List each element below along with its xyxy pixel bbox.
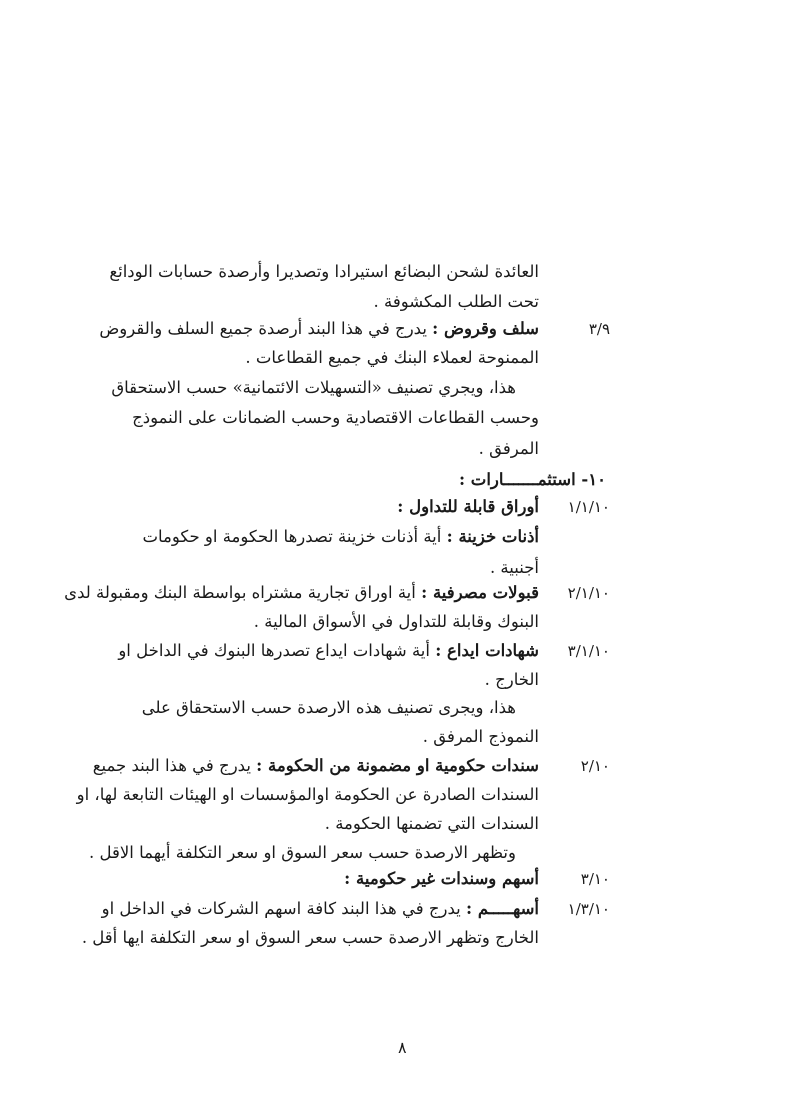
text-line bbox=[142, 693, 516, 723]
line-text: وتظهر الارصدة حسب سعر السوق او سعر التكلفة أيهما الاقل . bbox=[89, 843, 516, 862]
term-heading: شهادات ايداع : bbox=[435, 641, 539, 660]
page-number: ٨ bbox=[398, 1038, 407, 1057]
text-line bbox=[102, 894, 539, 924]
text-line bbox=[118, 636, 539, 666]
section-heading: سندات حكومية او مضمونة من الحكومة : bbox=[256, 756, 539, 775]
line-text: المرفق . bbox=[478, 439, 539, 458]
text-line bbox=[325, 809, 539, 839]
section-number: ١/١/١٠ bbox=[567, 498, 610, 516]
text-line bbox=[254, 607, 539, 637]
section-heading: أوراق قابلة للتداول : bbox=[397, 497, 539, 516]
term-heading: أذنات خزينة : bbox=[446, 527, 539, 546]
line-text: العائدة لشحن البضائع استيرادا وتصديرا وأرصدة حسابات الودائع bbox=[109, 262, 539, 281]
line-text: أية أذنات خزينة تصدرها الحكومة او حكومات bbox=[142, 527, 447, 546]
line-text: أجنبية . bbox=[489, 558, 539, 577]
line-text: الخارج وتظهر الارصدة حسب سعر السوق او سعر التكلفة ايها أقل . bbox=[81, 928, 539, 947]
line-text: أية شهادات ايداع تصدرها البنوك في الداخل او bbox=[118, 641, 436, 660]
text-line bbox=[132, 403, 539, 433]
line-text: النموذج المرفق . bbox=[422, 727, 539, 746]
text-line bbox=[142, 522, 539, 552]
section-heading: سلف وقروض : bbox=[432, 319, 539, 338]
line-text: تحت الطلب المكشوفة . bbox=[373, 292, 539, 311]
text-line bbox=[109, 257, 539, 287]
section-number: ١/٣/١٠ bbox=[567, 900, 610, 918]
text-line bbox=[82, 923, 539, 953]
line-text: البنوك وقابلة للتداول في الأسواق المالية . bbox=[253, 612, 539, 631]
line-text: هذا، ويجرى تصنيف هذه الارصدة حسب الاستحقاق على bbox=[141, 698, 516, 717]
section-heading: ١٠- استثمـــــــارات : bbox=[458, 470, 606, 489]
text-line bbox=[99, 314, 539, 344]
line-text: أية اوراق تجارية مشتراه بواسطة البنك ومقبولة لدى bbox=[64, 583, 422, 602]
text-line bbox=[64, 578, 539, 608]
line-text: الممنوحة لعملاء البنك في جميع القطاعات . bbox=[245, 348, 539, 367]
text-line bbox=[77, 780, 539, 810]
text-line bbox=[245, 343, 539, 373]
line-text: يدرج في هذا البند أرصدة جميع السلف والقروض bbox=[99, 319, 433, 338]
section-number: ٣/٩ bbox=[588, 320, 610, 338]
line-text: وحسب القطاعات الاقتصادية وحسب الضمانات على النموذج bbox=[132, 408, 539, 427]
line-text: الخارج . bbox=[484, 670, 539, 689]
text-line bbox=[344, 864, 539, 894]
text-line bbox=[374, 287, 539, 317]
section-number: ٢/١/١٠ bbox=[567, 584, 610, 602]
line-text: يدرج في هذا البند كافة اسهم الشركات في الداخل او bbox=[101, 899, 466, 918]
section-heading-line bbox=[459, 465, 606, 495]
line-text: يدرج في هذا البند جميع bbox=[92, 756, 257, 775]
line-text: السندات التي تضمنها الحكومة . bbox=[324, 814, 539, 833]
text-line bbox=[479, 434, 539, 464]
line-text: هذا، ويجري تصنيف «التسهيلات الائتمانية» حسب الاستحقاق bbox=[111, 378, 516, 397]
text-line bbox=[397, 492, 539, 522]
section-number: ٢/١٠ bbox=[580, 757, 610, 775]
term-heading: قبولات مصرفية : bbox=[421, 583, 539, 602]
text-line bbox=[485, 665, 539, 695]
text-line bbox=[111, 373, 516, 403]
term-heading: أسهـــــم : bbox=[465, 899, 539, 918]
section-number: ٣/١٠ bbox=[580, 870, 610, 888]
line-text: السندات الصادرة عن الحكومة اوالمؤسسات او الهيئات التابعة لها، او bbox=[76, 785, 539, 804]
text-line bbox=[93, 751, 539, 781]
section-number: ٣/١/١٠ bbox=[567, 642, 610, 660]
text-line bbox=[423, 722, 539, 752]
section-heading: أسهم وسندات غير حكومية : bbox=[344, 869, 539, 888]
